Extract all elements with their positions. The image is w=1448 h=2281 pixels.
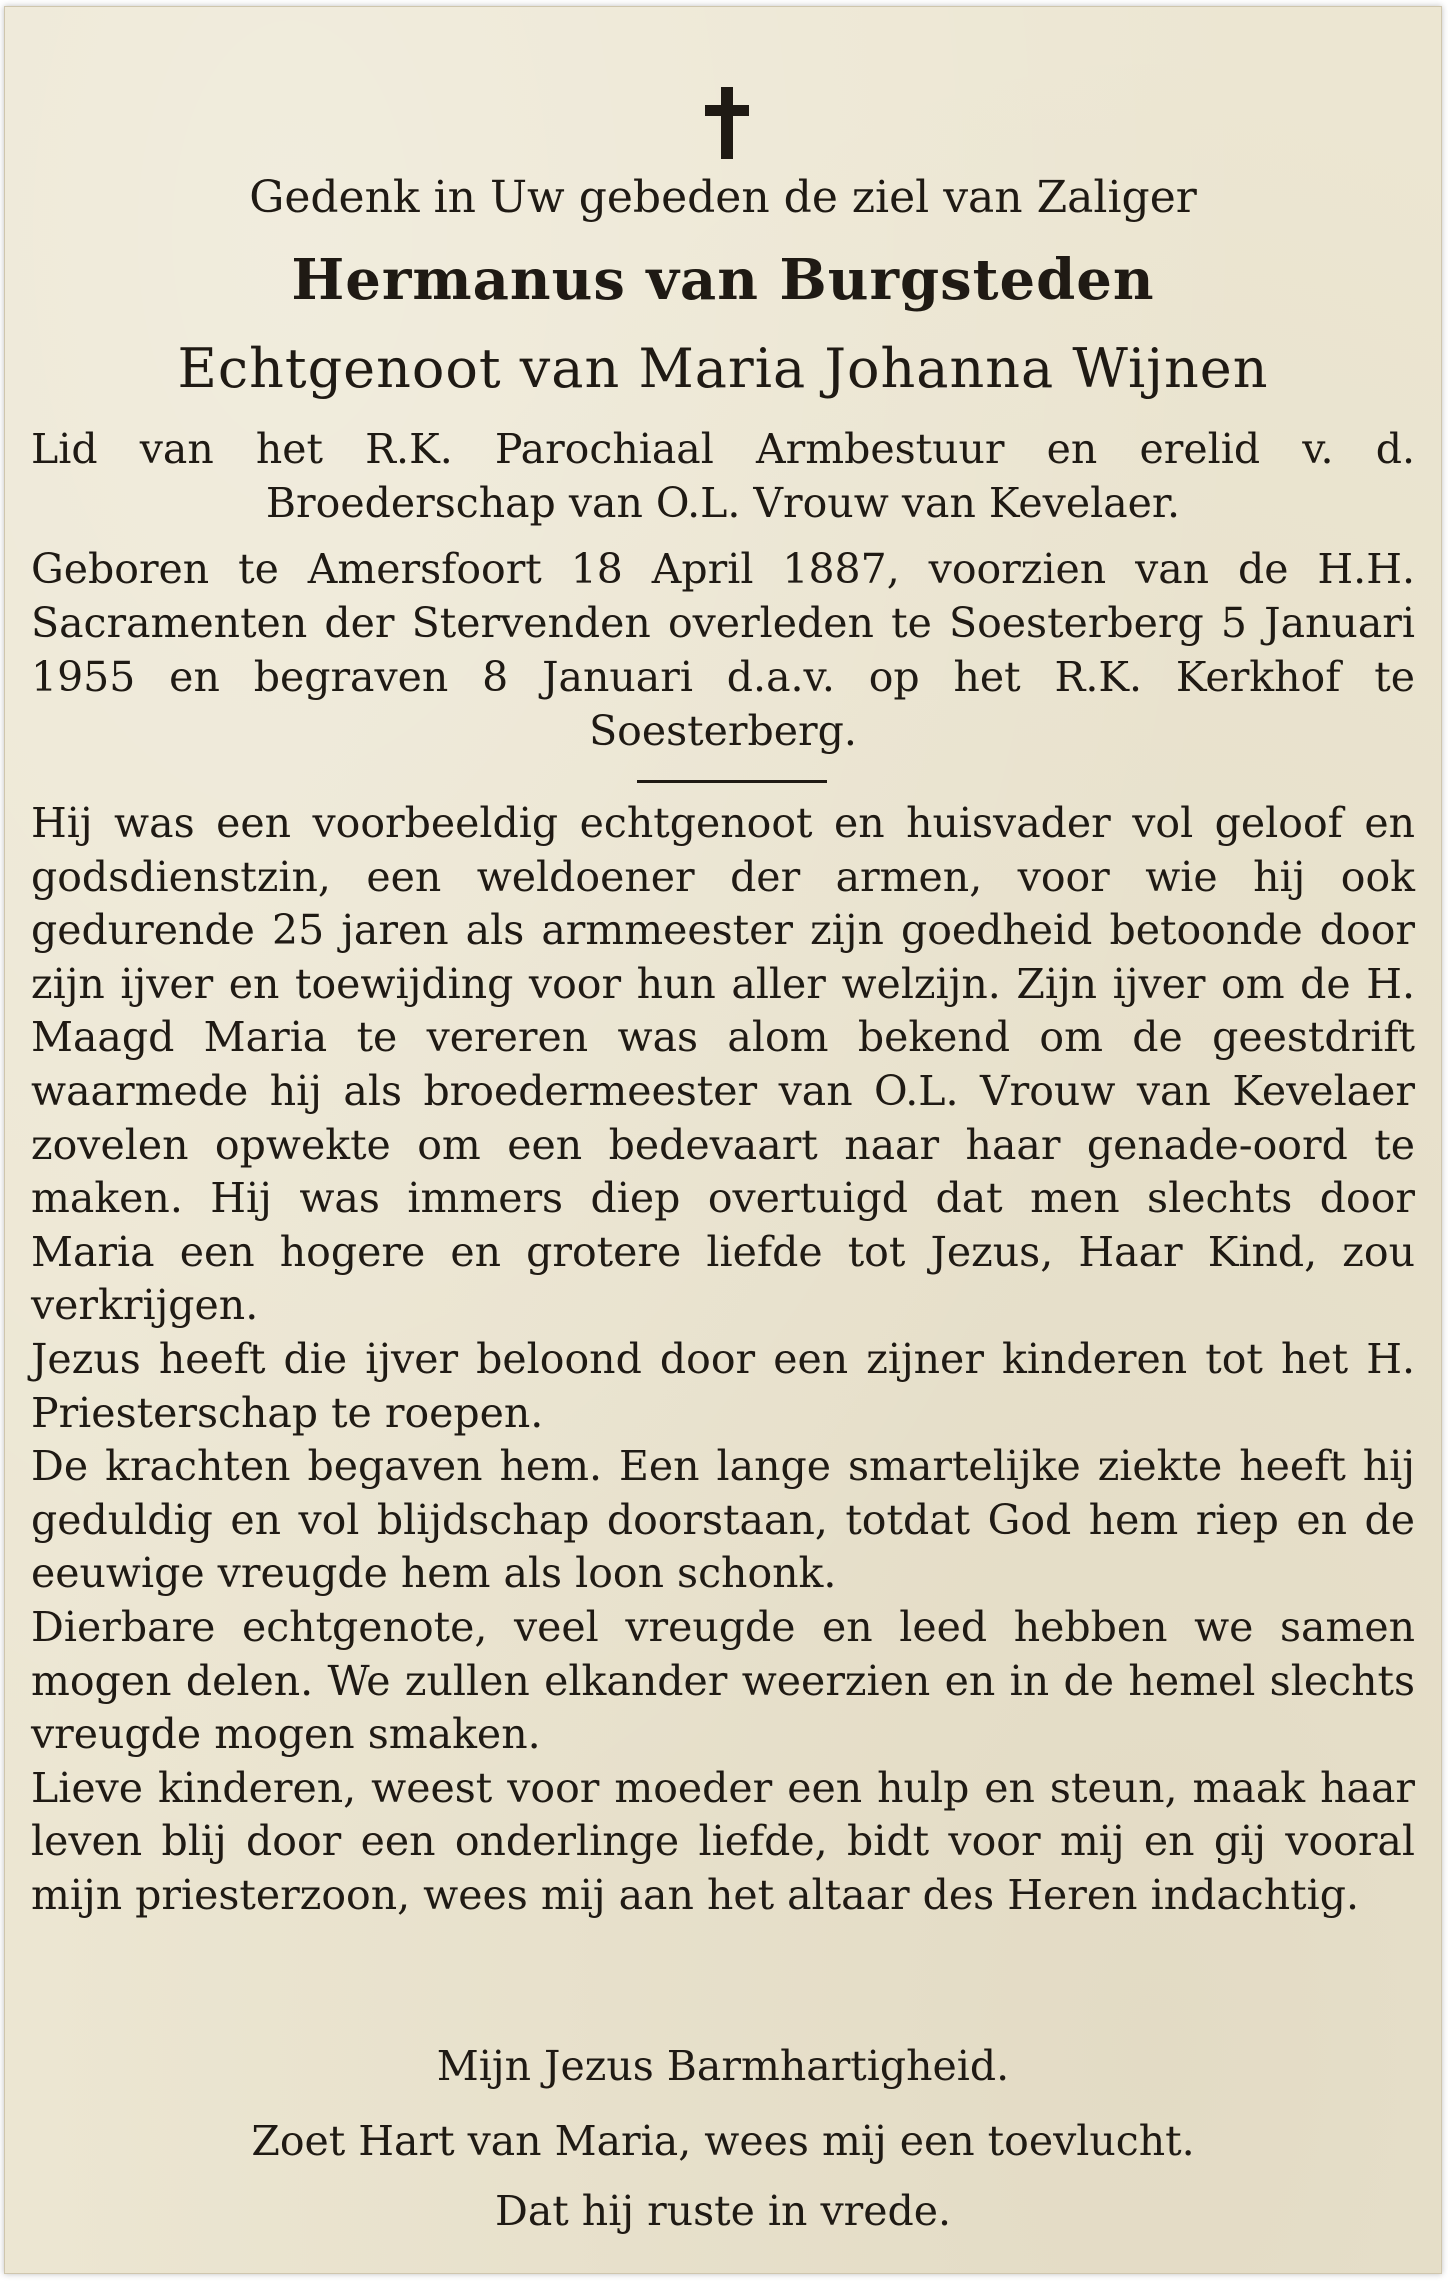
intro-text: Gedenk in Uw gebeden de ziel van Zaliger xyxy=(249,172,1197,223)
paragraph-illness: De krachten begaven hem. Een lange smartelijke ziekte heeft hij geduldig en vol blijdschap doorstaan, totdat God hem riep en de eeuwige vreugde hem als loon schonk. xyxy=(31,1442,1415,1598)
prayer-maria: Zoet Hart van Maria, wees mij een toevlucht. xyxy=(251,2117,1195,2165)
deceased-name: Hermanus van Burgsteden xyxy=(291,247,1155,313)
biography xyxy=(31,797,1415,1922)
prayer-jesus: Mijn Jezus Barmhartigheid. xyxy=(436,2042,1010,2090)
closing-text: Dat hij ruste in vrede. xyxy=(494,2187,952,2235)
paragraph-spouse: Dierbare echtgenote, veel vreugde en leed hebben we samen mogen delen. We zullen elkander weerzien en in de hemel slechts vreugde mogen smaken. xyxy=(31,1602,1415,1759)
paragraph-faith: Hij was een voorbeeldig echtgenoot en huisvader vol geloof en godsdienstzin, een weldoener der armen, voor wie hij ook gedurende 25 jaren als armmeester zijn goedheid betoonde door zijn ijver en toewijding voor hun aller welzijn. Zijn ijver om de H. Maagd Maria te vereren was alom bekend om de geestdrift waarmede hij als broedermeester van O.L. Vrouw van Kevelaer zovelen opwekte om een bedevaart naar haar genade-oord te maken. Hij was immers diep overtuigd dat men slechts door Maria een hogere en grotere liefde tot Jezus, Haar Kind, zou verkrijgen. xyxy=(31,799,1415,1330)
paragraph-priesthood: Jezus heeft die ijver beloond door een zijner kinderen tot het H. Priesterschap te roepen. xyxy=(31,1334,1415,1437)
paragraph-children: Lieve kinderen, weest voor moeder een hulp en steun, maak haar leven blij door een onderlinge liefde, bidt voor mij en gij vooral mijn priesterzoon, wees mij aan het altaar des Heren indachtig. xyxy=(31,1763,1415,1919)
spouse-line: Echtgenoot van Maria Johanna Wijnen xyxy=(177,337,1269,400)
membership-text: Lid van het R.K. Parochiaal Armbestuur en erelid v. d. Broederschap van O.L. Vrouw van Kevelaer. xyxy=(31,425,1415,527)
cross-icon xyxy=(705,87,749,159)
birth-death-text: Geboren te Amersfoort 18 April 1887, voorzien van de H.H. Sacramenten der Stervenden overleden te Soesterberg 5 Januari 1955 en begraven 8 Januari d.a.v. op het R.K. Kerkhof te Soesterberg. xyxy=(31,545,1415,755)
memorial-card xyxy=(4,6,1442,2274)
divider xyxy=(637,780,827,783)
